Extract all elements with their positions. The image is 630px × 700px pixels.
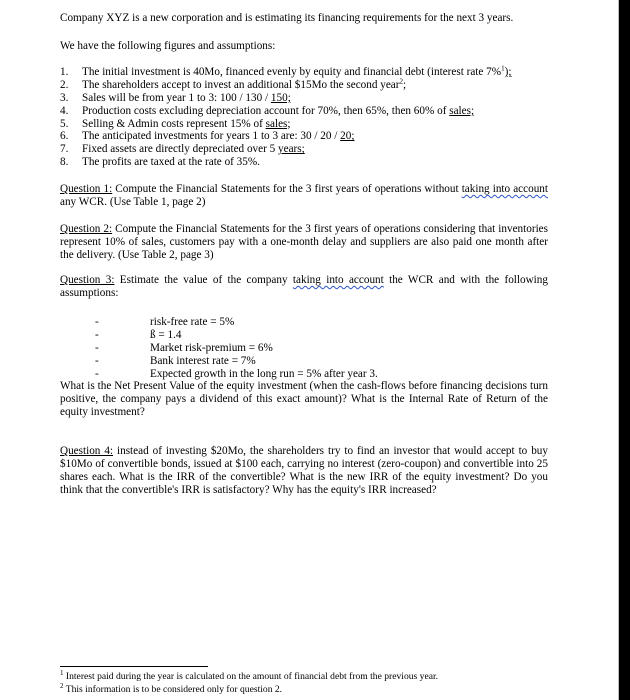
question-4 [60, 445, 548, 497]
list-number: 7. [60, 143, 69, 156]
spellcheck-phrase: taking into account [461, 183, 549, 195]
footnote-ref: 2 [399, 77, 403, 86]
spellcheck-phrase: taking into account [292, 274, 384, 286]
list-tail: ; [403, 78, 407, 91]
bullet-text: ß = 1.4 [150, 329, 182, 341]
footnote-ref: 1 [501, 64, 505, 73]
footnote-text: Interest paid during the year is calculated on the amount of financial debt from the previous year. [63, 671, 439, 682]
list-text: Fixed assets are directly depreciated over 5 [82, 143, 279, 156]
bullet-text: Expected growth in the long run = 5% after year 3. [150, 368, 378, 380]
npv-question: What is the Net Present Value of the equity investment (when the cash-flows before financing decisions turn positive, the company pays a dividend of this exact amount)? What is the Internal Rate of Return of the equity investment? [60, 380, 548, 418]
bullet-dash: - [95, 316, 99, 328]
question-4-label: Question 4: [60, 445, 114, 457]
question-3-text-b: the WCR and with the following assumptions: [60, 274, 548, 299]
question-1-label: Question 1: [60, 183, 113, 195]
question-2 [60, 223, 548, 262]
intro-line-1: Company XYZ is a new corporation and is estimating its financing requirements for the next 3 years. [60, 12, 514, 24]
list-item [60, 130, 580, 143]
question-1 [60, 183, 548, 209]
assumptions-list [60, 66, 580, 169]
bullet-text: risk-free rate = 5% [150, 316, 235, 328]
list-text: Selling & Admin costs represent 15% of [82, 117, 266, 130]
list-number: 1. [60, 66, 69, 78]
question-2-label: Question 2: [60, 223, 113, 235]
list-item [60, 143, 580, 156]
question-3-text-a: Estimate the value of the company [114, 274, 293, 286]
list-tail: 20; [340, 130, 355, 143]
question-3 [60, 274, 548, 300]
intro-line-2: We have the following figures and assumptions: [60, 40, 276, 52]
list-number: 8. [60, 156, 69, 169]
list-item [60, 156, 580, 169]
list-tail: years; [278, 143, 305, 156]
bullet-text: Bank interest rate = 7% [150, 355, 256, 367]
footnote-2 [60, 681, 283, 695]
footnote-separator [60, 666, 208, 667]
list-number: 3. [60, 91, 69, 104]
list-text: The profits are taxed at the rate of 35%. [82, 156, 260, 169]
question-4-text: instead of investing $20Mo, the shareholders try to find an investor that would accept to buy $10Mo of convertible bonds, issued at $100 each, carrying no interest (zero-coupon) and convertible into 25 shares each. What is the IRR of the convertible? What is the new IRR of the equity investment? Do you think that the convertible's IRR is satisfactory? Why has the equity's IRR increased? [60, 445, 548, 496]
list-item [60, 118, 580, 131]
footnote-mark: 2 [60, 681, 64, 690]
bullet-text: Market risk-premium = 6% [150, 342, 273, 354]
list-number: 2. [60, 78, 69, 91]
bullet-dash: - [95, 355, 99, 367]
list-tail: sales; [449, 104, 475, 117]
footnote-mark: 1 [60, 668, 64, 677]
list-number: 6. [60, 130, 69, 143]
bullet-dash: - [95, 368, 99, 380]
footnote-1 [60, 668, 439, 682]
list-tail: ); [504, 66, 512, 78]
list-tail: sales; [265, 117, 291, 130]
list-item [60, 105, 580, 118]
list-number: 4. [60, 104, 69, 117]
list-tail: 150; [270, 91, 291, 104]
list-text: Sales will be from year 1 to 3: 100 / 130 / [82, 91, 271, 104]
list-text: The initial investment is 40Mo, financed evenly by equity and financial debt (interest rate 7% [82, 66, 502, 78]
list-text: The shareholders accept to invest an additional $15Mo the second year [82, 78, 400, 91]
question-1-text-a: Compute the Financial Statements for the 3 first years of operations without [112, 183, 462, 195]
list-item [60, 79, 580, 92]
list-number: 5. [60, 117, 69, 130]
bullet-dash: - [95, 329, 99, 341]
list-item [60, 66, 580, 79]
list-item [60, 92, 580, 105]
question-1-text-b: any WCR. (Use Table 1, page 2) [60, 196, 206, 208]
list-text: Production costs excluding depreciation account for 70%, then 65%, then 60% of [82, 104, 450, 117]
question-3-label: Question 3: [60, 274, 115, 286]
list-text: The anticipated investments for years 1 to 3 are: 30 / 20 / [82, 130, 341, 143]
footnote-text: This information is to be considered only for question 2. [63, 684, 283, 695]
question-2-text: Compute the Financial Statements for the 3 first years of operations considering that inventories represent 10% of sales, customers pay with a one-month delay and suppliers are also paid one month after the delivery. (Use Table 2, page 3) [60, 223, 548, 261]
bullet-dash: - [95, 342, 99, 354]
